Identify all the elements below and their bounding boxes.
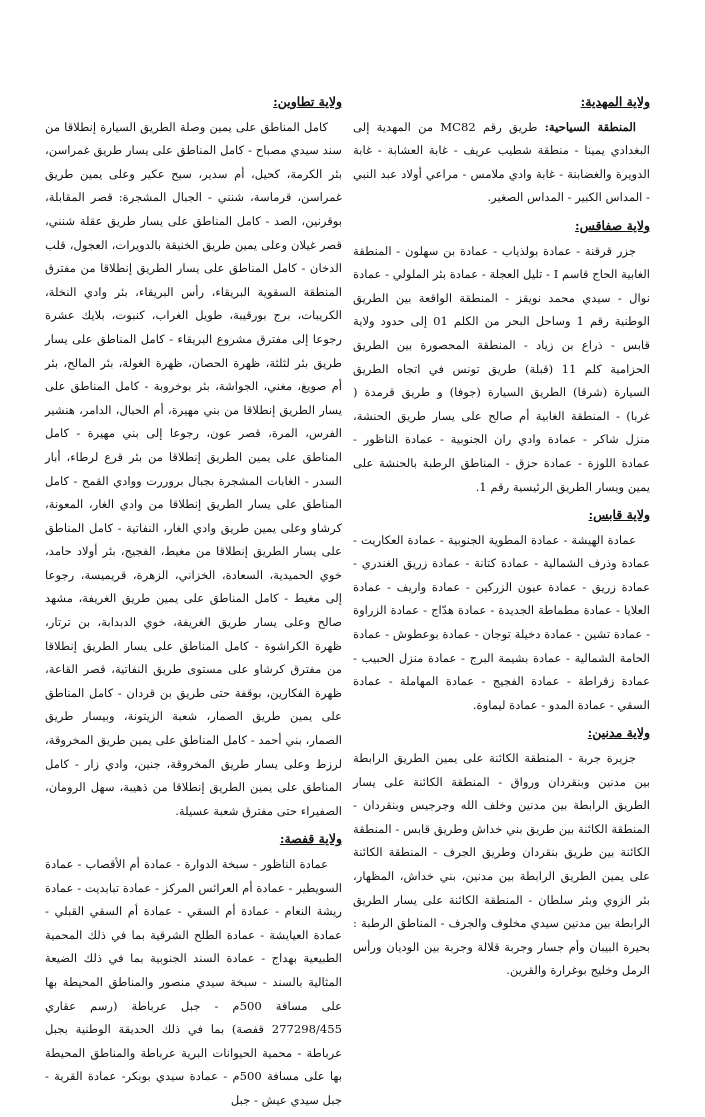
tourist-zone-text: طريق رقم MC82 من المهدية إلى البغدادي يمينا - منطقة شطيب عريف - غابة العشابة - غابة الدويرة والغضابنة - غابة وادي ملامس - مراعي أولاد عبد النبي - المداس الكبير - المداس الصغير. bbox=[353, 119, 650, 205]
right-column bbox=[353, 90, 650, 987]
section-gafsa bbox=[45, 827, 342, 1112]
section-mahdia bbox=[353, 90, 650, 210]
section-tataouine bbox=[45, 90, 342, 823]
section-gabes bbox=[353, 503, 650, 717]
section-heading: ولاية مدنين: bbox=[587, 725, 650, 741]
section-text: عمادة الناظور - سبخة الدوارة - عمادة أم الأقصاب - عمادة السويطير - عمادة أم العرائس المركز - عمادة تبابديت - عمادة ريشة النعام - عمادة أم السقي - عمادة أم السقي القبلي - عمادة العيايشة - عمادة الطلح الشرقية بما في ذلك المحمية الطبيعية بهداج - عمادة السند الجنوبية بما في ذلك الضيعة المثالية بالسند - سبخة سيدي منصور والمناطق المحيطة بها على مسافة 500م - جبل عرباطة (رسم عقاري 277298/455 قفصة) بما في ذلك الحديقة الوطنية بجبل عرباطة - محمية الحيوانات البرية عرباطة والمناطق المحيطة بها على مسافة 500م - عمادة سيدي بوبكر- عمادة القرية - جبل سيدي عيش - جبل bbox=[45, 857, 342, 1107]
section-medenine bbox=[353, 721, 650, 983]
section-heading: ولاية قفصة: bbox=[279, 831, 342, 847]
section-heading: ولاية تطاوين: bbox=[273, 94, 342, 109]
section-sfax bbox=[353, 214, 650, 499]
section-text: جزيرة جربة - المنطقة الكائنة على يمين الطريق الرابطة بين مدنين وبنقردان ورواق - المنطقة الكائنة على يسار الطريق الرابطة بين مدنين وخلف الله وجرجيس وبنقردان - المنطقة الكائنة بين طريق بني خداش وطريق قابس - المنطقة الكائنة بين طريق بنقردان وطريق الجرف - المنطقة الكائنة على يمين الطريق الرابطة بين مدنين، بني خداش، المظهار، بئر الزوي وبئر سلطان - المنطقة الكائنة على يسار الطريق الرابطة بين مدنين سيدي مخلوف والجرف - المناطق الرطبة : بحيرة البيبان وأم جسار وجربة قلالة وجربة بين الوديان ورأس الرمل وخليج بوغرارة والقرين. bbox=[353, 751, 650, 978]
section-heading: ولاية المهدية: bbox=[580, 94, 650, 109]
left-column bbox=[45, 90, 342, 1117]
section-text: عمادة الهيشة - عمادة المطوية الجنوبية - عمادة العكاريت - عمادة وذرف الشمالية - عمادة كتانة - عمادة زريق الغندري - عمادة زريق - عمادة عيون الزركين - عمادة واريف - عمادة العلايا - عمادة مطماطة الجديدة - عمادة هدّاج - عمادة الزراوة - عمادة تشين - عمادة دخيلة توجان - عمادة بوعطوش - عمادة الحامة الشمالية - عمادة بشيمة البرج - عمادة منزل الحبيب - عمادة زقراطة - عمادة الفجيج - عمادة المهاملة - عمادة السقي - عمادة المدو - عمادة ليماوة. bbox=[353, 532, 650, 712]
section-text: جزر قرقنة - عمادة بولذياب - عمادة بن سهلون - المنطقة الغابية الحاج قاسم I - تليل العجلة - عمادة بئر الملولي - عمادة نوال - سيدي محمد نويقز - المنطقة الواقعة بين الطريق الوطنية رقم 1 وساحل البحر من الكلم 01 إلى حدود ولاية قابس - ذراع بن زياد - المنطقة المحصورة بين الطريق الحزامية كلم 11 (قبلة) طريق تونس في اتجاه الطريق السيارة (شرقا) الطريق السيارة (جوفا) و طريق قرمدة ( غربا) - المنطقة الغابية أم صالح على يسار طريق الحنشة، منزل شاكر - عمادة وادي ران الجنوبية - عمادة الناظور - عمادة اللوزة - عمادة حزق - المناطق الرطبة بالحنشة على يمين ويسار الطريق الرئيسية رقم 1. bbox=[353, 243, 651, 494]
section-text bbox=[353, 116, 650, 210]
tourist-zone-label: المنطقة السياحية: bbox=[544, 119, 637, 134]
section-text: كامل المناطق على يمين وصلة الطريق السيارة إنطلاقا من سند سيدي مصباح - كامل المناطق على يسار طريق غمراسن، بئر الكرمة، كحيل، أم سدير، سيح عكير وعلى يمين طريق غمراسن، قرماسة، شنني - الجبال المشجرة: قصر المقابلة، بوقرنين، الصد - كامل المناطق على يسار طريق عقلة شنني، قصر غيلان وعلى يمين طريق الخنيقة بالدويرات، العجول، قلب الدخان - كامل المناطق على يسار الطريق إنطلاقا من مفترق المنطقة السقوية البريقاء، رأس البريقاء، بئر وادي النخلة، الكريبات، برج بورقيبة، طويل الغراب، كنبوت، بلايك عشرة رجوعا إلى مفترق مشروع البريقاء - كامل المناطق على يسار طريق بئر لثلثة، ظهرة الحصان، ظهرة الغولة، بئر المالح، بئر أم صويغ، مغني، الجواشة، بئر بوخروبة - كامل المناطق على يسار الطريق إنطلاقا من بني مهيرة، أم الحبال، الدامر، هنشير الفرس، المرة، قصر عون، رجوعا إلى بني مهيرة - كامل المناطق على يمين الطريق إنطلاقا من بئر قرع لرطاء، أبار السدر - الغابات المشجرة بجبال بروررت ووادي القمح - كامل المناطق على يسار الطريق إنطلاقا من وادي الغار، المعونة، كرشاو وعلى يمين طريق وادي الغار، النفاتية - كامل المناطق على يسار الطريق إنطلاقا من مغيط، الفجيج، بئر أولاد حامد، خوي الحميدية، السعادة، الخزاني، الزهرة، قريميسة، رجوعا إلى مغيط - كامل المناطق على يمين طريق الغريفة، مشهد صالح وعلى يسار طريق الغريفة، خوي الدبدابة، بن ترتار، ظهرة الكراشوة - كامل المناطق على يسار الطريق إنطلاقا من مفترق كرشاو على مستوى طريق النفاتية، قصر القاعة، ظهرة الفكارين، بوقفة حتى طريق بن قردان - كامل المناطق على يمين طريق الصمار، شعبة الزيتونة، وبيسار طريق الصمار، بني أحمد - كامل المناطق على يمين طريق المخروقة، لرزط وعلى يسار طريق المخروقة، جنين، وادي زار - كامل المناطق على يمين الطريق إنطلاقا من ذهيبة، سهل الرومان، الصفيراء حتى مفترق شعبة عسيلة. bbox=[45, 119, 342, 818]
section-heading: ولاية قابس: bbox=[588, 507, 650, 523]
section-heading: ولاية صفاقس: bbox=[575, 217, 650, 233]
